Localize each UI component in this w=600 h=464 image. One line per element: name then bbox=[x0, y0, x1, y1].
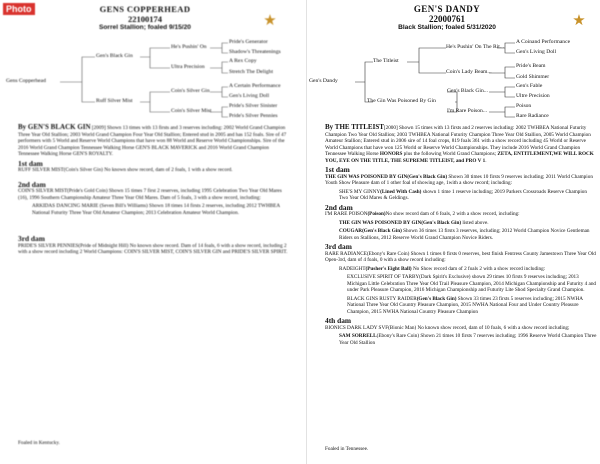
pedigree-gg-4: Stretch The Delight bbox=[229, 69, 274, 75]
right-header bbox=[337, 4, 557, 31]
pedigree-gg-6: Gen's Living Doll bbox=[229, 93, 270, 99]
right-dam3-offspring-2 bbox=[347, 274, 597, 294]
pedigree-gg-7: Pride's Silver Sinister bbox=[229, 103, 278, 109]
pedigree-gg-8: Rare Radiance bbox=[516, 113, 549, 119]
dam4-off-parent: (Ebony's Rare Coin) bbox=[376, 333, 420, 339]
dam3-off2-line: shown 29 times 10 firsts 9 reserves including; 2013 Michigan Little Celebration Three Year Old Trail Pleasure Champion, 2014 Michigan Championship and Futurity 4 and under Park Pleasure Champion, 2016 Michigan Championship and Futurity Lite Shod Specialty Grand Champion. bbox=[347, 274, 597, 293]
pedigree-gg-2: Shadow's Threatenings bbox=[229, 49, 281, 55]
pedigree-gg-1: A Coinand Performance bbox=[516, 39, 571, 45]
dam3-off2-parent: (Dark Spirit's Exclusive) bbox=[419, 274, 471, 280]
pedigree-subject: Gens Copperhead bbox=[6, 78, 46, 84]
horse-name: GENS COPPERHEAD bbox=[99, 4, 191, 14]
right-intro-head: By THE TITLEIST bbox=[325, 123, 384, 131]
pedigree-gg-6: Ultre Precision bbox=[516, 93, 550, 99]
dam2-name: I'M RARE POISON bbox=[325, 211, 368, 217]
pedigree-subject: Gen's Dandy bbox=[309, 78, 338, 84]
right-dam2-title: 2nd dam bbox=[325, 202, 353, 212]
pedigree-gg-5: Gen's Fable bbox=[516, 83, 543, 89]
right-dam1-offspring bbox=[339, 189, 597, 202]
dam3-off2-name: EXCLUSIVE SPIRIT OF TARBY bbox=[347, 274, 420, 280]
star-badge-icon: ★ bbox=[263, 13, 277, 29]
dam1-off-name: SHE'S MY GINNY bbox=[339, 188, 381, 195]
right-dam3-offspring-1 bbox=[339, 266, 597, 273]
right-dam3-record bbox=[325, 251, 597, 264]
dam4-parent: (Bionic Man) bbox=[388, 324, 417, 331]
left-dam2-line: COIN'S SILVER MIST(Pride's Gold Coin) Shown 15 times 7 first 2 reserves, including 1995 Celebration Two Year Old Mares (16), 1996 Southern Championship Amateur Three Year Old Mares. Dam of 5 foals, 3 with a show record, including: bbox=[18, 188, 282, 201]
left-foaled: Foaled in Kentucky. bbox=[18, 440, 60, 446]
pedigree-sire: Gen's Black Gin bbox=[96, 53, 133, 59]
pedigree-dam: The Gin Was Poisoned By Gin bbox=[367, 98, 436, 104]
registration-number: 22000761 bbox=[429, 14, 465, 24]
dam2-off1-name: THE GIN WAS POISONED BY GIN bbox=[339, 219, 422, 226]
dam4-name: BIONICS DARK LADY SVF bbox=[325, 324, 389, 331]
dam3-off3-line: Shown 33 times 23 firsts 5 reserves including; 2015 NWHA National Three Year Old Country Pleasure Champion, 2015 NWHA National Four and Under Country Pleasure Champion, 2015 NWHA National Country Pleasure Champion bbox=[347, 295, 583, 315]
left-performance-text bbox=[18, 124, 290, 256]
dam3-line: Shown 1 times 0 firsts 0 reserves, best finish Fentress County Jamestown Three Year Old Open-3rd, dam of 4 foals, 0 with a show record including: bbox=[325, 250, 596, 263]
dam2-off1-line: listed above. bbox=[461, 219, 489, 226]
star-badge-icon: ★ bbox=[572, 13, 586, 29]
pedigree-sire-dam: Ultra Precision bbox=[171, 64, 205, 70]
left-intro bbox=[18, 124, 290, 158]
left-dam3-title: 3rd dam bbox=[18, 234, 45, 243]
right-pedigree-chart bbox=[307, 40, 600, 124]
dam2-parent: (Poison) bbox=[367, 211, 386, 217]
dam3-off1-parent: (Pusher's Eight Ball) bbox=[365, 265, 412, 272]
right-intro-text: Shown 15 times with 13 firsts and 2 reserves including: 2002 TWHBEA National Futurity Champion Two Year Old Stallion; 2003 TWHBEA National Futurity Champion Three Year Old Stallion, 2005 World Champion Amateur Stallion; Entered stud in 2006 sire of 14 foal crops, 819 foals 361 with a show record including 45 World or Reserve World Champions that have won 125 World or Reserve World Championships. They include 2016 World Grand Champion Tennessee Walking Horse bbox=[325, 125, 591, 157]
right-dam3-offspring-3 bbox=[347, 296, 597, 316]
dam1-off-line: shown 1 time 1 reserve including; 2019 Parkers Crossroads Reserve Champion Two Year Old Mares & Geldings. bbox=[339, 188, 587, 201]
left-dam2-title: 2nd dam bbox=[18, 179, 46, 189]
right-dam2-offspring-1 bbox=[339, 220, 597, 227]
right-dam2-record bbox=[325, 211, 597, 218]
pedigree-gg-2: Gen's Living Doll bbox=[516, 49, 557, 55]
pedigree-gg-8: Pride's Silver Pennies bbox=[229, 113, 278, 119]
dam2-off2-parent: (Gen's Black Gin) bbox=[362, 228, 402, 234]
pedigree-dam-sire: Gen's Black Gin... bbox=[447, 88, 488, 94]
left-dam2-grand: ARKIDAS DANCING MARIE (Seven Bill's Williams) Shown 18 times 14 firsts 2 reserves, including 2012 TWHBEA National Futurity Three Year Old Amateur Champion; 2013 Celebration Amateur World Champion. bbox=[32, 203, 280, 216]
right-dam4-title: 4th dam bbox=[325, 316, 352, 325]
pedigree-sire-sire: He's Pushin' On The Rit... bbox=[446, 44, 505, 50]
dam2-off2-name: COUGAR bbox=[339, 228, 363, 234]
right-dam3-title: 3rd dam bbox=[325, 242, 352, 251]
right-dam2-offspring-2 bbox=[339, 228, 597, 241]
horse-subtitle: Black Stallion; foaled 5/31/2020 bbox=[398, 24, 496, 31]
pedigree-gg-7: Poison bbox=[516, 103, 532, 109]
right-intro-year: [2000] bbox=[383, 125, 398, 131]
dam3-off1-name: RADEIGHT bbox=[339, 265, 366, 272]
right-intro: By THE TITLEIST[2000] Shown 15 times with 13 firsts and 2 reserves including: 2002 TWHBEA National Futurity Champion Two Year Old Stallion; 2003 TWHBEA National Futurity Champion Three Year Old Stallion, 2005 World Champion Amateur Stallion; Entered stud in 2006 sire of 14 foal crops, 819 foals 361 with a show record including 45 World or Reserve World Champions that have won 125 World or Reserve World Championships. They include 2016 World Grand Champion Tennessee Walking Horse HONORS plus the following World Grand Champions; ZETA, ENTITLEMENT,WE WILL ROCK YOU, EYE ON THE TITLE, THE SUPREME TITLEIST, and PRO V 1. bbox=[325, 123, 594, 164]
pedigree-gg-5: A Certain Performance bbox=[229, 83, 281, 89]
right-intro-champions: ZETA, ENTITLEMENT,WE WILL ROCK YOU, EYE ON THE TITLE, THE SUPREME TITLEIST, and PRO V 1 bbox=[325, 151, 594, 164]
dam1-line: Shown 30 times 10 firsts 9 reserves including; 2011 World Champion Youth Show Pleasure dam of 1 other foal of showing age, 1with a show record; including: bbox=[325, 173, 593, 186]
dam3-off1-line: No Show record dam of 2 foals 2 with a show record including: bbox=[411, 265, 546, 272]
dam4-off-name: SAM SORRELL bbox=[339, 333, 377, 339]
dam2-line: No show record dam of 6 foals, 2 with a show record, including: bbox=[385, 211, 520, 217]
right-dam4-record bbox=[325, 325, 597, 332]
pedigree-gg-3: Pride's Beam bbox=[516, 63, 546, 69]
pedigree-dam: Ruff Silver Mist bbox=[96, 98, 133, 104]
horse-subtitle: Sorrel Stallion; foaled 9/15/20 bbox=[99, 24, 191, 31]
dam1-name: THE GIN WAS POISONED BY GIN bbox=[325, 173, 408, 180]
dam3-name: RARE RADIANCE bbox=[325, 250, 367, 257]
left-intro-head: By GEN'S BLACK GIN bbox=[18, 123, 91, 131]
left-header bbox=[40, 4, 250, 31]
right-performance-text bbox=[325, 124, 597, 346]
left-dam3-line: PRIDE'S SILVER PENNIES(Pride of Midnight Hill) No known show record. Dam of 14 foals, 6 with a show record, including 2 with a show record including 2 World Champions: COIN'S SILVER MIST, COIN'S SILVER GIN and PRIDE'S SILVER SPIRIT. bbox=[18, 242, 288, 255]
right-dam4-offspring bbox=[339, 333, 597, 346]
pedigree-gg-4: Gold Shimmer bbox=[516, 74, 550, 80]
photo-label: Photo bbox=[3, 3, 35, 15]
right-dam1-record bbox=[325, 174, 597, 187]
pedigree-gg-3: A Rex Copy bbox=[229, 58, 257, 64]
dam2-off2-line: Shown 36 times 13 firsts 3 reserves, including; 2012 World Champion Novice Gentleman Riders on Stallions, 2012 Reserve World Grand Champion Novice Riders. bbox=[339, 228, 590, 241]
dam1-off-parent: (Lined With Cash) bbox=[380, 188, 422, 195]
dam4-line: No known show record, dam of 10 foals, 6 with a show record including; bbox=[416, 324, 570, 331]
left-pedigree-chart bbox=[0, 40, 300, 120]
dam2-off1-parent: (Gen's Black Gin) bbox=[421, 219, 462, 226]
dam3-parent: (Ebony's Rare Coin) bbox=[366, 250, 410, 257]
right-dam1-title: 1st dam bbox=[325, 165, 350, 174]
dam1-parent: (Gen's Black Gin) bbox=[407, 173, 448, 180]
pedigree-dam-sire: Coin's Silver Gin bbox=[171, 88, 210, 94]
left-dam1-line: RUFF SILVER MIST(Coin's Silver Gin) No known show record, dam of 2 foals, 1 with a show record. bbox=[18, 167, 233, 173]
registration-number: 22100174 bbox=[128, 14, 162, 24]
right-intro-mid: plus the following World Grand Champions; bbox=[402, 151, 498, 157]
right-intro-honors: HONORS bbox=[379, 151, 403, 157]
pedigree-gg-1: Pride's Generator bbox=[229, 39, 268, 45]
left-dam1-title: 1st dam bbox=[18, 158, 43, 168]
dam3-off3-name: BLACK GINS RUSTY RAIDER bbox=[347, 295, 417, 302]
dam3-off3-parent: (Gen's Black Gin) bbox=[416, 295, 457, 302]
pedigree-sire-sire: He's Pushin' On bbox=[171, 44, 207, 50]
right-foaled: Foaled in Tennessee. bbox=[325, 446, 369, 452]
pedigree-dam-dam: I'm Rare Poison... bbox=[447, 108, 488, 114]
right-pedigree-page bbox=[306, 0, 600, 464]
left-intro-text: [2009] Shown 13 times with 13 firsts and 3 reserves including: 2002 World Grand Champion Three Year Old Stallion; 2003 World Grand Champion Four Year Old Stallion; Entered stud in 2005 and has 152 foals. Sire of 47 performers with 5 World and Reserve World Champions that have won 88 World and Reserve World Championships. Sire of the 2016 World Grand Champion Tennessee Walking Horse GEN'S BLACK MAVERICK and 2016 World Grand Champion Tennessee Walking Horse GEN'S ROYALTY. bbox=[18, 125, 287, 157]
horse-name: GEN'S DANDY bbox=[413, 4, 481, 14]
pedigree-dam-dam: Coin's Silver Mist bbox=[171, 108, 212, 114]
pedigree-sire: The Titleist bbox=[373, 58, 399, 64]
dam4-off-line: Shown 21 times 10 firsts 7 reserves including; 1996 Reserve World Champion Three Year Old Stallion bbox=[339, 333, 597, 346]
pedigree-sire-dam: Coin's Lady Beam... bbox=[446, 69, 492, 75]
